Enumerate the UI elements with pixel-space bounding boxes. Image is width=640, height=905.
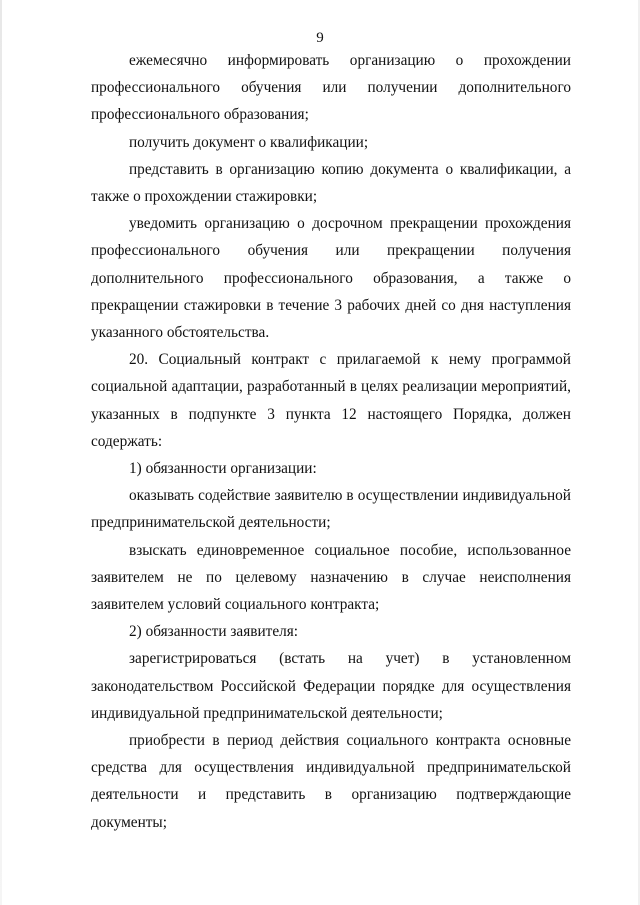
paragraph-monthly-inform: ежемесячно информировать организацию о прохождении профессионального обучения или получении дополнительного профессионального образования; bbox=[91, 52, 571, 124]
paragraph-obtain-document: получить документ о квалификации; bbox=[129, 133, 369, 151]
paragraph-assist-applicant: оказывать содействие заявителю в осуществлении индивидуальной предпринимательской деятельности; bbox=[91, 487, 571, 532]
document-body bbox=[91, 47, 571, 836]
paragraph-item-20: 20. Социальный контракт с прилагаемой к нему программой социальной адаптации, разработанный в целях реализации мероприятий, указанных в подпункте 3 пункта 12 настоящего Порядка, должен содержать: bbox=[91, 351, 571, 450]
paragraph-acquire-assets: приобрести в период действия социального контракта основные средства для осуществления индивидуальной предпринимательской деятельности и представить в организацию подтверждающие документы; bbox=[91, 732, 571, 831]
scan-left-edge bbox=[0, 0, 2, 905]
paragraph-org-duties-heading: 1) обязанности организации: bbox=[129, 460, 317, 478]
paragraph-register: зарегистрироваться (встать на учет) в установленном законодательством Российской Федерации порядке для осуществления индивидуальной предпринимательской деятельности; bbox=[91, 650, 571, 722]
paragraph-submit-copy: представить в организацию копию документа о квалификации, а также о прохождении стажировки; bbox=[91, 160, 571, 206]
paragraph-applicant-duties-heading: 2) обязанности заявителя: bbox=[129, 623, 299, 641]
page-number: 9 bbox=[316, 30, 324, 46]
paragraph-recover-allowance: взыскать единовременное социальное пособие, использованное заявителем не по целевому назначению в случае неисполнения заявителем условий социального контракта; bbox=[91, 541, 571, 614]
paragraph-notify-termination: уведомить организацию о досрочном прекращении прохождения профессионального обучения или прекращении получения дополнительного профессионального образования, а также о прекращении стажировки в течение 3 рабочих дней со дня наступления указанного обстоятельства. bbox=[91, 215, 571, 342]
